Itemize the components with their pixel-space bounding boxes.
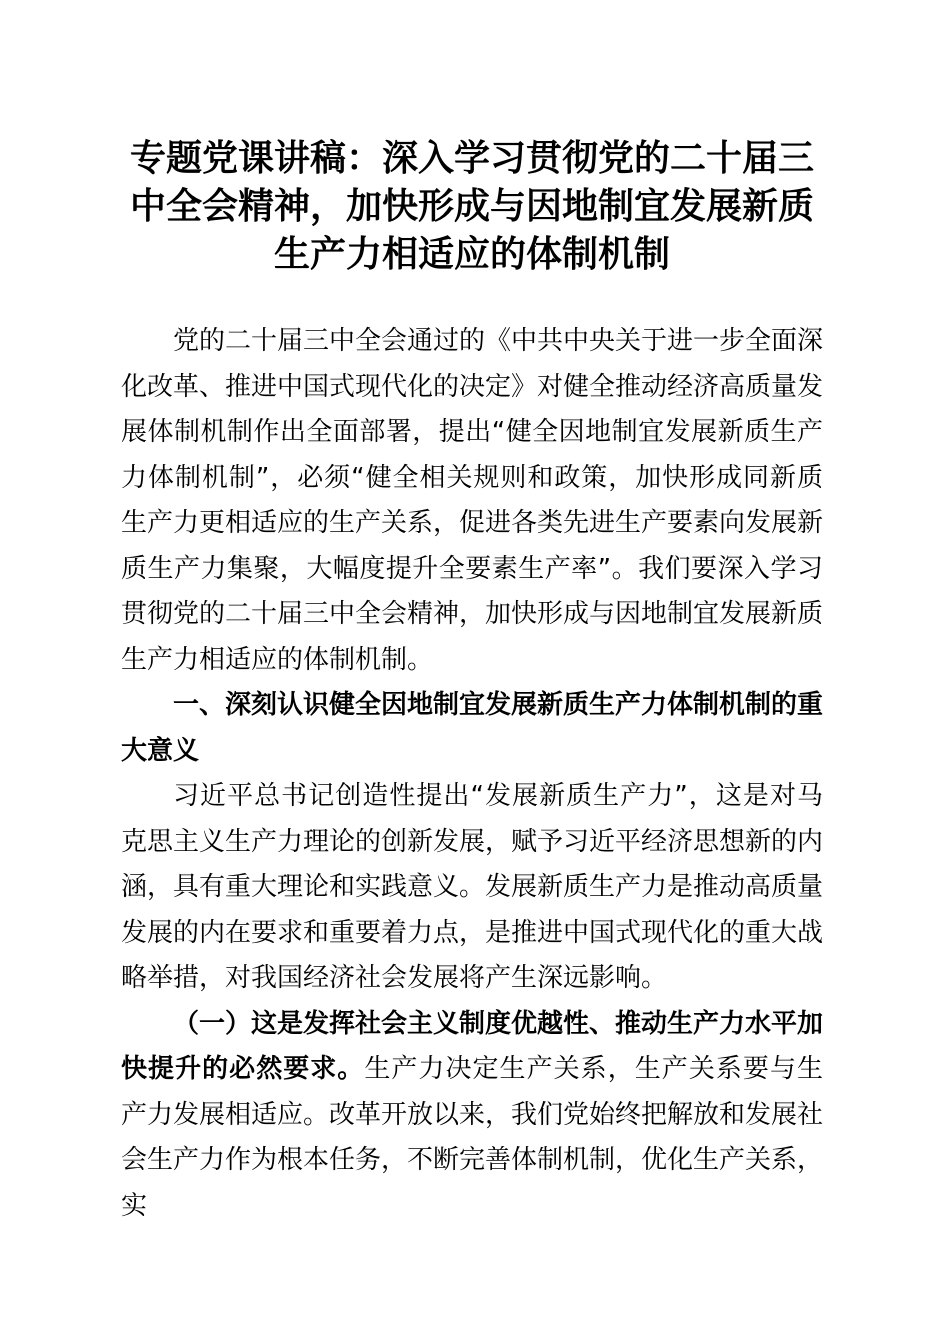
section-1-paragraph: 习近平总书记创造性提出“发展新质生产力”，这是对马克思主义生产力理论的创新发展，赋予习近平经济思想新的内涵，具有重大理论和实践意义。发展新质生产力是推动高质量发展的内在要求和重要着力点，是推进中国式现代化的重大战略举措，对我国经济社会发展将产生深远影响。 xyxy=(121,781,824,993)
intro-paragraph: 党的二十届三中全会通过的《中共中央关于进一步全面深化改革、推进中国式现代化的决定》对健全推动经济高质量发展体制机制作出全面部署，提出“健全因地制宜发展新质生产力体制机制”，必须“健全相关规则和政策，加快形成同新质生产力更相适应的生产关系，促进各类先进生产要素向发展新质生产力集聚，大幅度提升全要素生产率”。我们要深入学习贯彻党的二十届三中全会精神，加快形成与因地制宜发展新质生产力相适应的体制机制。 xyxy=(121,326,824,675)
document-title: 专题党课讲稿：深入学习贯彻党的二十届三中全会精神，加快形成与因地制宜发展新质生产力相适应的体制机制 xyxy=(129,137,814,275)
subsection-1-heading: （一）这是发挥社会主义制度优越性、推动生产力水平加快提升的必然要求。 xyxy=(121,1008,824,1084)
document-body xyxy=(121,319,823,1229)
subsection-1-text: 生产力决定生产关系，生产关系要与生产力发展相适应。改革开放以来，我们党始终把解放和发展社会生产力作为根本任务，不断完善体制机制，优化生产关系，实 xyxy=(121,1054,824,1221)
subsection-1-paragraph xyxy=(121,1002,823,1230)
section-heading-1: 一、深刻认识健全因地制宜发展新质生产力体制机制的重大意义 xyxy=(121,690,824,766)
